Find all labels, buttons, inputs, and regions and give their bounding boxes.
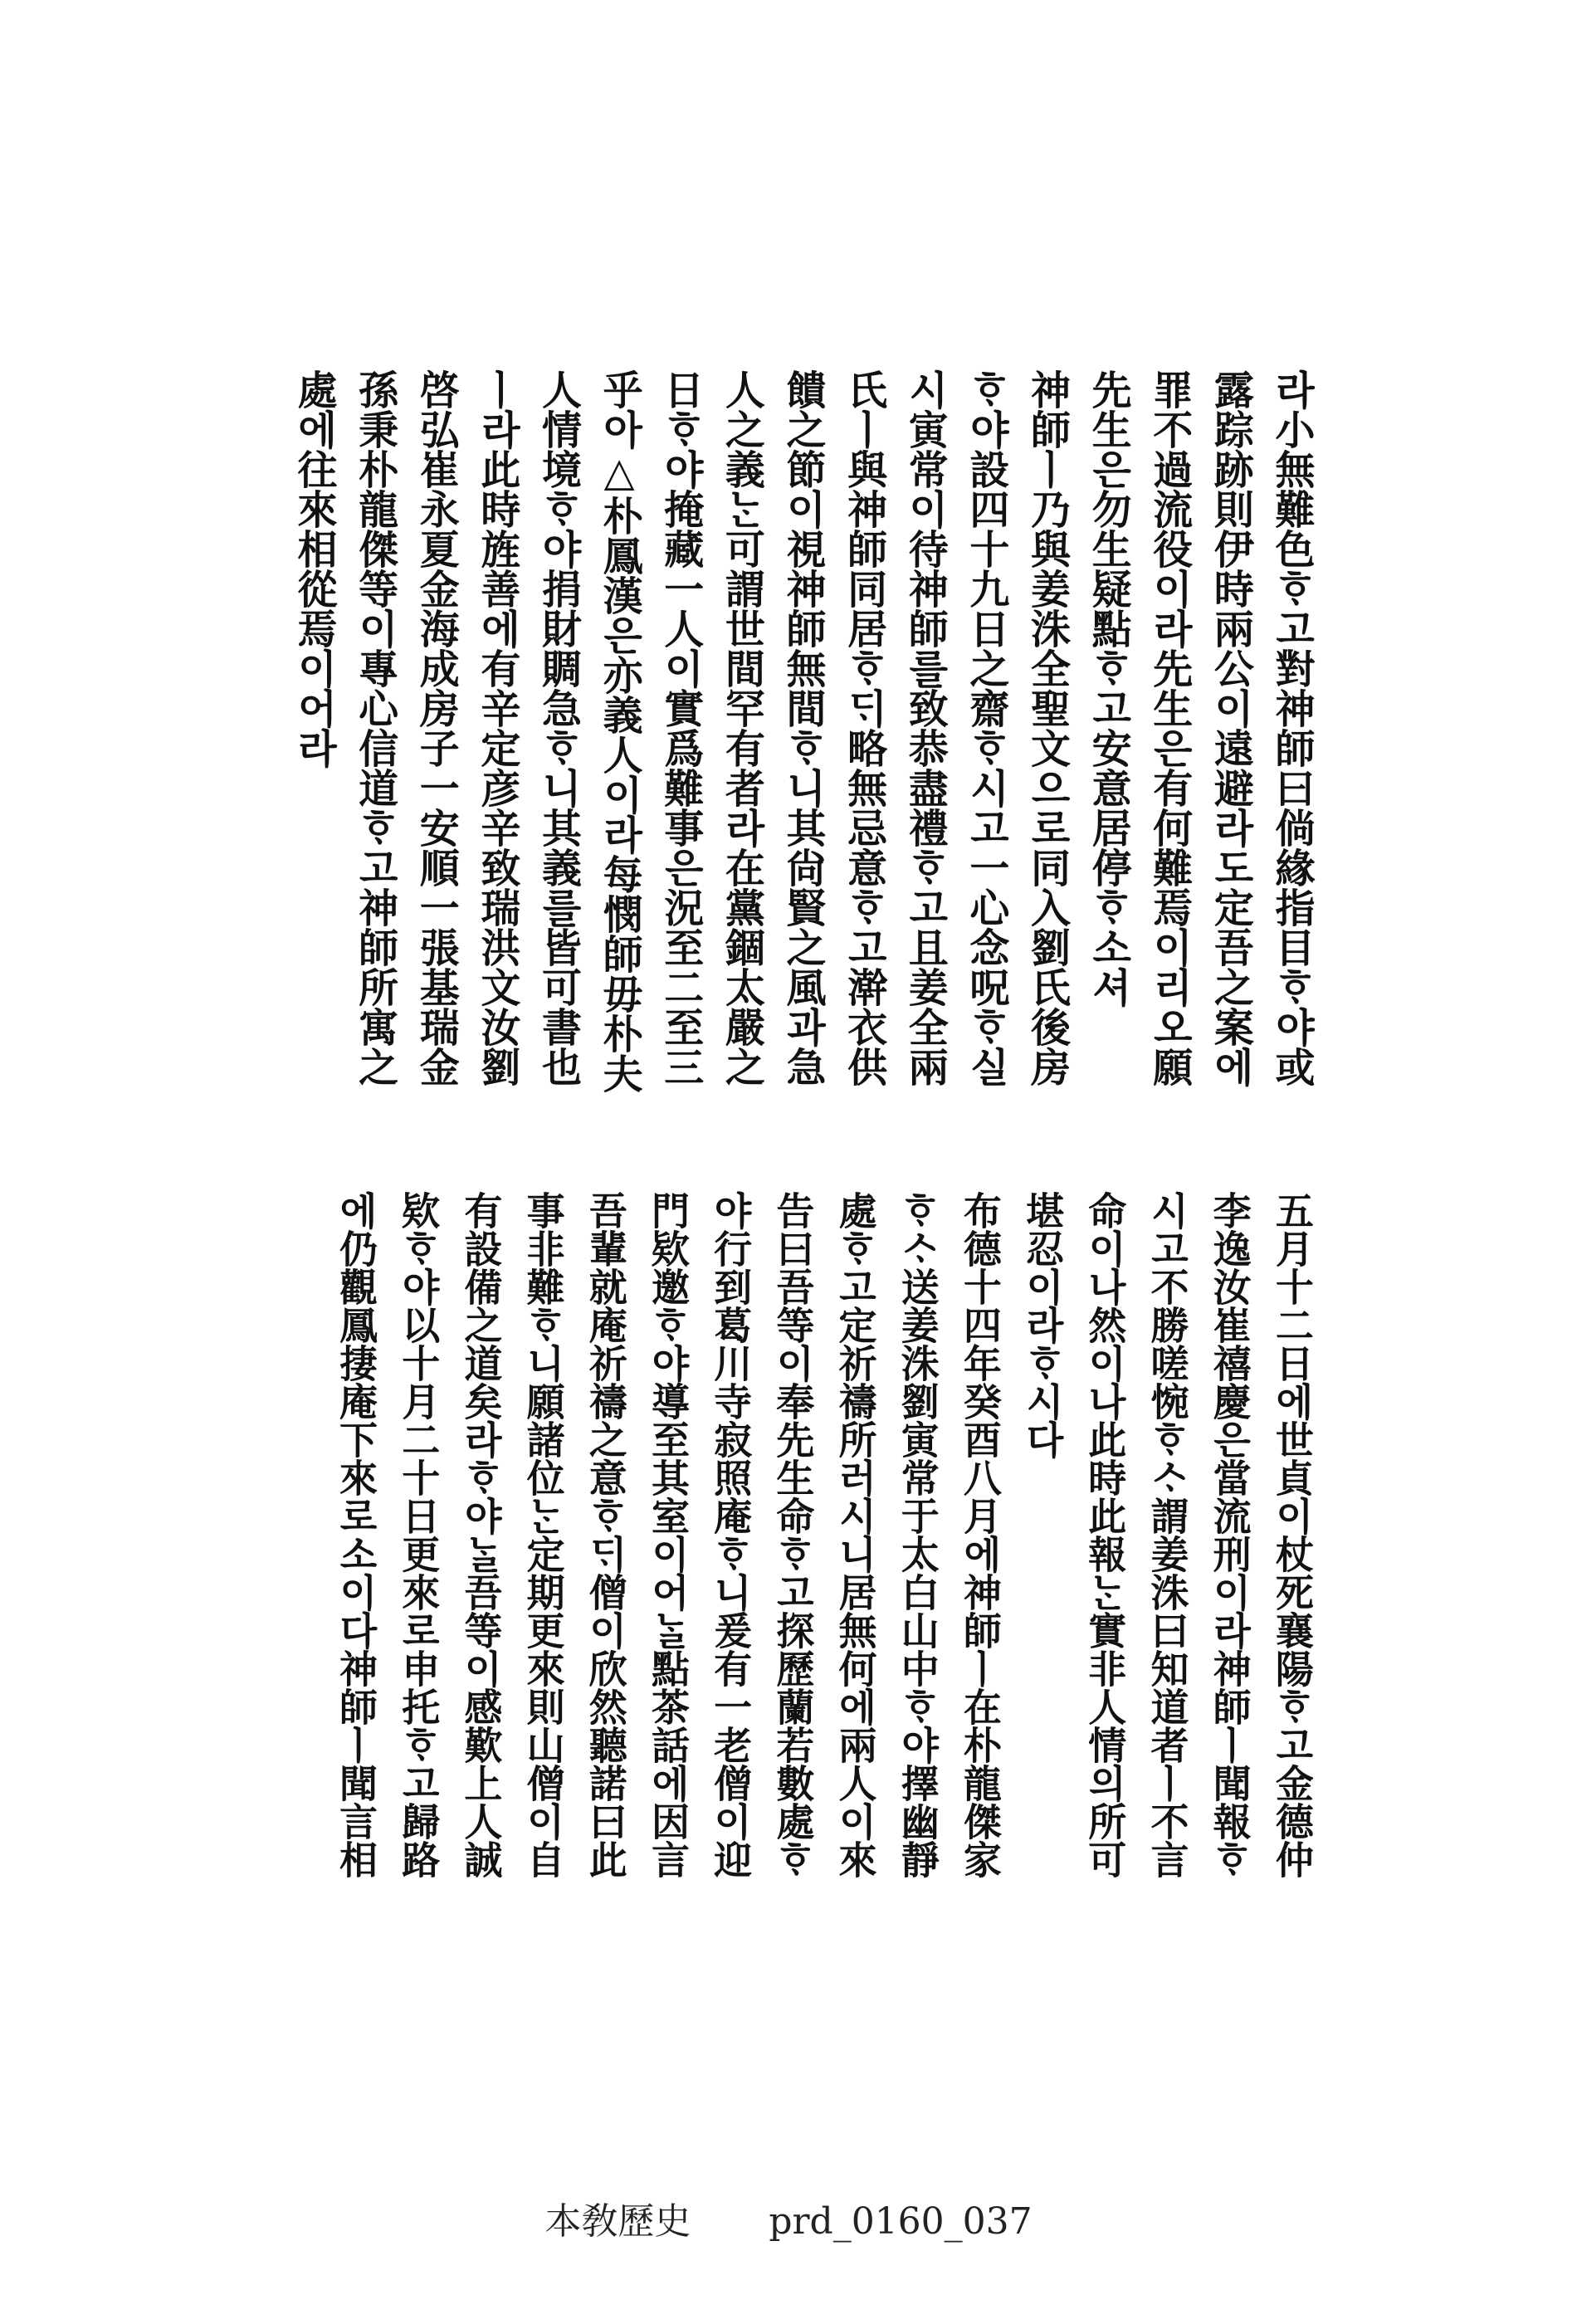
lower-column-6: 布德十四年癸酉八月에神師ㅣ在朴龍傑家 bbox=[957, 1191, 1003, 1878]
lower-column-14: 有設備之道矣라ᄒᆞ야ᄂᆞᆯ吾等이感歎上人誠 bbox=[458, 1191, 504, 1878]
footer-page-code: prd_0160_037 bbox=[769, 2200, 1033, 2243]
lower-column-8: 處ᄒᆞ고定祈禱所러시니居無何에兩人이來 bbox=[832, 1191, 878, 1878]
lower-column-7: ᄒᆞᄉᆞ送姜洙劉寅常于太白山中ᄒᆞ야擇幽靜 bbox=[895, 1191, 940, 1878]
lower-column-15: 欵ᄒᆞ야以十月二十日更來로申托ᄒᆞ고歸路 bbox=[396, 1191, 442, 1878]
lower-column-4: 命이나然이나此時此報ᄂᆞᆫ實非人情의所可 bbox=[1082, 1191, 1128, 1878]
lower-column-10: 야行到葛川寺寂照庵ᄒᆞ니爰有一老僧이迎 bbox=[708, 1191, 754, 1878]
upper-column-7: 시寅常이待神師를致恭盡禮ᄒᆞ고且姜全兩 bbox=[901, 369, 949, 1086]
lower-text-block bbox=[315, 1191, 1315, 1996]
upper-column-14: ㅣ라此時旌善에有辛定彦辛致瑞洪文汝劉 bbox=[473, 369, 520, 1086]
upper-column-15: 啓弘崔永夏金海成房子一安順一張基瑞金 bbox=[413, 369, 460, 1086]
footer-book-title: 本敎歷史 bbox=[544, 2200, 691, 2243]
page-footer bbox=[0, 2191, 1577, 2244]
upper-column-13: 人情境ᄒᆞ야捐財賙急ᄒᆞ니其義를皆可書也 bbox=[535, 369, 582, 1086]
lower-column-9: 告曰吾等이奉先生命ᄒᆞ고探歷蘭若數處ᄒᆞ bbox=[770, 1191, 816, 1878]
lower-column-2: 李逸汝崔禧慶은當流刑이라神師ㅣ聞報ᄒᆞ bbox=[1207, 1191, 1252, 1878]
lower-column-12: 吾輩就庵祈禱之意ᄒᆞᄃᆡ僧이欣然聽諾曰此 bbox=[583, 1191, 628, 1878]
upper-column-2: 露踪跡則伊時兩公이遠避라도定吾之案에 bbox=[1207, 369, 1254, 1086]
lower-column-11: 門欵邀ᄒᆞ야導至其室이어ᄂᆞᆯ點茶話에因言 bbox=[645, 1191, 691, 1878]
lower-column-5: 堪忍이라ᄒᆞ시다 bbox=[1020, 1191, 1066, 1458]
lower-column-16: 에仍觀鳳捿庵下來로소이다神師ㅣ聞言相 bbox=[334, 1191, 378, 1878]
lower-column-3: 시고不勝嗟惋ᄒᆞᄉᆞ謂姜洙曰知道者ㅣ不言 bbox=[1145, 1191, 1190, 1878]
upper-column-6: ᄒᆞ야設四十九日之齋ᄒᆞ시고一心念呪ᄒᆞ실 bbox=[962, 369, 1009, 1086]
upper-column-16: 孫秉朴龍傑等이專心信道ᄒᆞ고神師所寓之 bbox=[351, 369, 398, 1086]
upper-text-block bbox=[282, 369, 1315, 1158]
upper-column-17: 處에往來相從焉이어라 bbox=[290, 369, 337, 768]
upper-column-5: 神師ㅣ乃與姜洙全聖文으로同入劉氏後房 bbox=[1023, 369, 1071, 1086]
upper-column-10: 人之義ᄂᆞᆫ可謂世間罕有者라在黨錮太嚴之 bbox=[718, 369, 765, 1086]
upper-column-8: 氏ㅣ與神師同居ᄒᆞᄃᆡ略無忌意ᄒᆞ고澣衣供 bbox=[840, 369, 887, 1086]
upper-column-3: 罪不過流役이라先生은有何難焉이리오願 bbox=[1145, 369, 1193, 1086]
upper-column-1: 라小無難色ᄒᆞ고對神師曰倘緣指目ᄒᆞ야或 bbox=[1268, 369, 1315, 1086]
lower-column-13: 事非難ᄒᆞ니願諸位ᄂᆞᆫ定期更來則山僧이自 bbox=[520, 1191, 566, 1878]
upper-column-9: 饋之節이視神師無間ᄒᆞ니其尙賢之風과急 bbox=[779, 369, 826, 1086]
upper-column-4: 先生은勿生疑點ᄒᆞ고安意居停ᄒᆞ소셔 bbox=[1085, 369, 1132, 1007]
upper-column-11: 日ᄒᆞ야掩藏一人이實爲難事은況至二至三 bbox=[657, 369, 704, 1086]
lower-column-1: 五月十二日에世貞이杖死襄陽ᄒᆞ고金德仲 bbox=[1269, 1191, 1315, 1878]
upper-column-12: 乎아△朴鳳漢은亦義人이라每憫師毋朴夫 bbox=[596, 369, 643, 1093]
